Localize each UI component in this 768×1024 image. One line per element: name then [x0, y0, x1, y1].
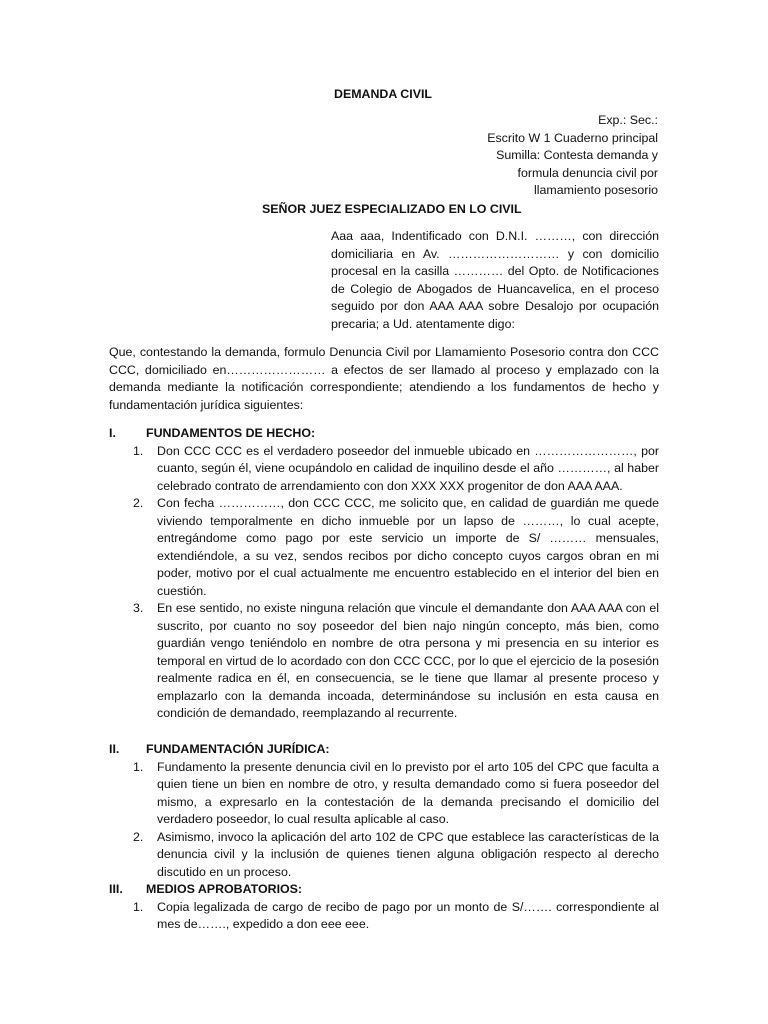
item-number: 2. — [133, 496, 144, 510]
section-medios-probatorios — [109, 881, 659, 934]
item-number: 1. — [133, 443, 144, 458]
section-title: MEDIOS APROBATORIOS: — [146, 882, 303, 896]
addressee: SEÑOR JUEZ ESPECIALIZADO EN LO CIVIL — [262, 202, 522, 216]
numbered-list — [109, 899, 659, 934]
item-text: Copia legalizada de cargo de recibo de pago por un monto de S/……. correspondiente al mes de……., expedido a don eee eee. — [157, 899, 659, 931]
section-fundamentos-de-hecho — [109, 425, 659, 723]
intro-paragraph: Aaa aaa, Indentificado con D.N.I. ………, con dirección domiciliaria en Av. ……………………… y con domicilio procesal en la casilla ………… del Opto. de Notificaciones de Colegio de Abogados de Huancavelica, en el proceso seguido por don AAA AAA sobre Desalojo por ocupación precaria; a Ud. atentamente digo: — [331, 229, 659, 331]
item-text: Asimismo, invoco la aplicación del arto 102 de CPC que establece las características de la denuncia civil y la inclusión de quienes tienen alguna obligación respecto al derecho discutido en un proceso. — [157, 829, 659, 879]
section-heading — [109, 881, 659, 899]
section-number: I. — [109, 426, 116, 440]
list-item — [109, 600, 659, 723]
numbered-list — [109, 759, 659, 882]
item-number: 1. — [133, 759, 144, 774]
item-number: 3. — [133, 601, 144, 615]
case-header — [358, 112, 658, 200]
item-text: Con fecha ……………, don CCC CCC, me solicito que, en calidad de guardián me quede viviendo temporalmente en dicho inmueble por un lapso de ………, lo cual acepte, entregándome como pago por este servicio un importe de S/ ……… mensuales, extendiéndole, a su vez, sendos recibos por dicho concepto cuyos cargos obran en mi poder, motivo por el cual actualmente me encuentro establecido en el interior del bien en cuestión. — [157, 496, 659, 598]
sumilla-line-2: formula denuncia civil por — [517, 165, 658, 180]
item-number: 1. — [133, 899, 144, 914]
document-title: DEMANDA CIVIL — [334, 87, 432, 101]
section-fundamentacion-juridica — [109, 741, 659, 881]
section-heading — [109, 425, 659, 443]
list-item — [109, 443, 659, 496]
list-item — [109, 495, 659, 600]
sumilla-line-1: Sumilla: Contesta demanda y — [496, 148, 658, 162]
item-text: Don CCC CCC es el verdadero poseedor del inmueble ubicado en ……………………, por cuanto, según él, viene ocupándolo en calidad de inquilino desde el año …………, al haber celebrado contrato de arrendamiento con don XXX XXX progenitor de don AAA AAA. — [157, 443, 659, 493]
section-number: II. — [109, 742, 120, 756]
opening-paragraph: Que, contestando la demanda, formulo Denuncia Civil por Llamamiento Posesorio contra don CCC CCC, domiciliado en…………………… a efectos de ser llamado al proceso y emplazado con la demanda mediante la notificación correspondiente; atendiendo a los fundamentos de hecho y fundamentación jurídica siguientes: — [109, 345, 659, 412]
expediente-line: Exp.: Sec.: — [598, 113, 658, 127]
item-number: 2. — [133, 829, 144, 844]
list-item — [109, 899, 659, 934]
list-item — [109, 759, 659, 829]
item-text: Fundamento la presente denuncia civil en lo previsto por el arto 105 del CPC que faculta a quien tiene un bien en nombre de otro, y resulta demandado como si fuera poseedor del mismo, a expresarlo en la contestación de la demanda precisando el domicilio del verdadero poseedor, lo cual resulta aplicable al caso. — [157, 759, 659, 826]
section-heading — [109, 741, 659, 759]
section-number: III. — [109, 882, 123, 896]
escrito-line: Escrito W 1 Cuaderno principal — [487, 130, 658, 145]
list-item — [109, 829, 659, 882]
section-title: FUNDAMENTOS DE HECHO: — [146, 426, 316, 440]
numbered-list — [109, 443, 659, 723]
sumilla-line-3: llamamiento posesorio — [534, 183, 658, 197]
item-text: En ese sentido, no existe ninguna relación que vincule el demandante don AAA AAA con el suscrito, por cuanto no soy poseedor del bien najo ningún concepto, más bien, como guardián vengo teniéndolo en nombre de otra persona y mi presencia en su interior es temporal en virtud de lo acordado con don CCC CCC, por lo que el ejercicio de la posesión realmente radica en él, en consecuencia, se le tiene que llamar al presente proceso y emplazarlo con la demanda incoada, determinándose su inclusión en esta causa en condición de demandado, reemplazando al recurrente. — [157, 601, 659, 720]
section-title: FUNDAMENTACIÓN JURÍDICA: — [146, 742, 330, 756]
